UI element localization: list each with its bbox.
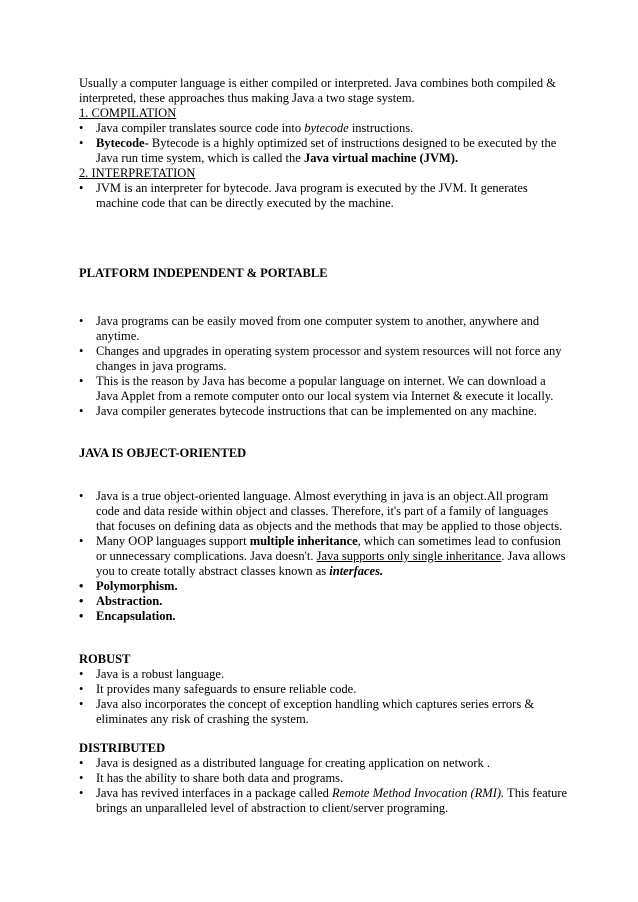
list-item: • Java is a robust language. [79,667,569,682]
list-item: • JVM is an interpreter for bytecode. Java program is executed by the JVM. It generates machine code that can be directly executed by the machine. [79,181,569,211]
list-item: • Java is a true object-oriented language. Almost everything in java is an object.All program code and data reside within object and classes. Therefore, it's part of a family of languages that focuses on defining data as objects and the methods that may be applied to those objects. [79,489,569,534]
list-item: • It has the ability to share both data and programs. [79,771,569,786]
list-item: • It provides many safeguards to ensure reliable code. [79,682,569,697]
list-item: • Encapsulation. [79,609,569,624]
section-heading-platform: PLATFORM INDEPENDENT & PORTABLE [79,266,328,280]
list-item: • Abstraction. [79,594,569,609]
list-item: • Java compiler generates bytecode instructions that can be implemented on any machine. [79,404,569,419]
list-item: • Java is designed as a distributed language for creating application on network . [79,756,569,771]
interpretation-list [79,181,569,211]
oop-list [79,489,569,624]
compilation-heading: 1. COMPILATION [79,106,177,120]
list-item: • Polymorphism. [79,579,569,594]
section-heading-distributed: DISTRIBUTED [79,741,166,755]
section-heading-robust: ROBUST [79,652,131,666]
list-item: • Bytecode- Bytecode is a highly optimized set of instructions designed to be executed by the Java run time system, which is called the Java virtual machine (JVM). [79,136,569,166]
list-item: • Java has revived interfaces in a package called Remote Method Invocation (RMI). This feature brings an unparalleled level of abstraction to client/server programing. [79,786,569,816]
list-item: • Many OOP languages support multiple inheritance, which can sometimes lead to confusion or unnecessary complications. Java doesn't. Java supports only single inheritance. Java allows you to create totally abstract classes known as interfaces. [79,534,569,579]
robust-list [79,667,569,727]
list-item: • This is the reason by Java has become a popular language on internet. We can download a Java Applet from a remote computer onto our local system via Internet & execute it locally. [79,374,569,404]
list-item: • Changes and upgrades in operating system processor and system resources will not force any changes in java programs. [79,344,569,374]
list-item: • Java programs can be easily moved from one computer system to another, anywhere and anytime. [79,314,569,344]
compilation-list [79,121,569,166]
distributed-list [79,756,569,816]
platform-list [79,314,569,419]
list-item: • Java compiler translates source code into bytecode instructions. [79,121,569,136]
interpretation-heading: 2. INTERPRETATION [79,166,196,180]
section-heading-oop: JAVA IS OBJECT-ORIENTED [79,446,247,460]
intro-paragraph: Usually a computer language is either compiled or interpreted. Java combines both compiled & interpreted, these approaches thus making Java a two stage system. [79,76,556,105]
list-item: • Java also incorporates the concept of exception handling which captures series errors & eliminates any risk of crashing the system. [79,697,569,727]
